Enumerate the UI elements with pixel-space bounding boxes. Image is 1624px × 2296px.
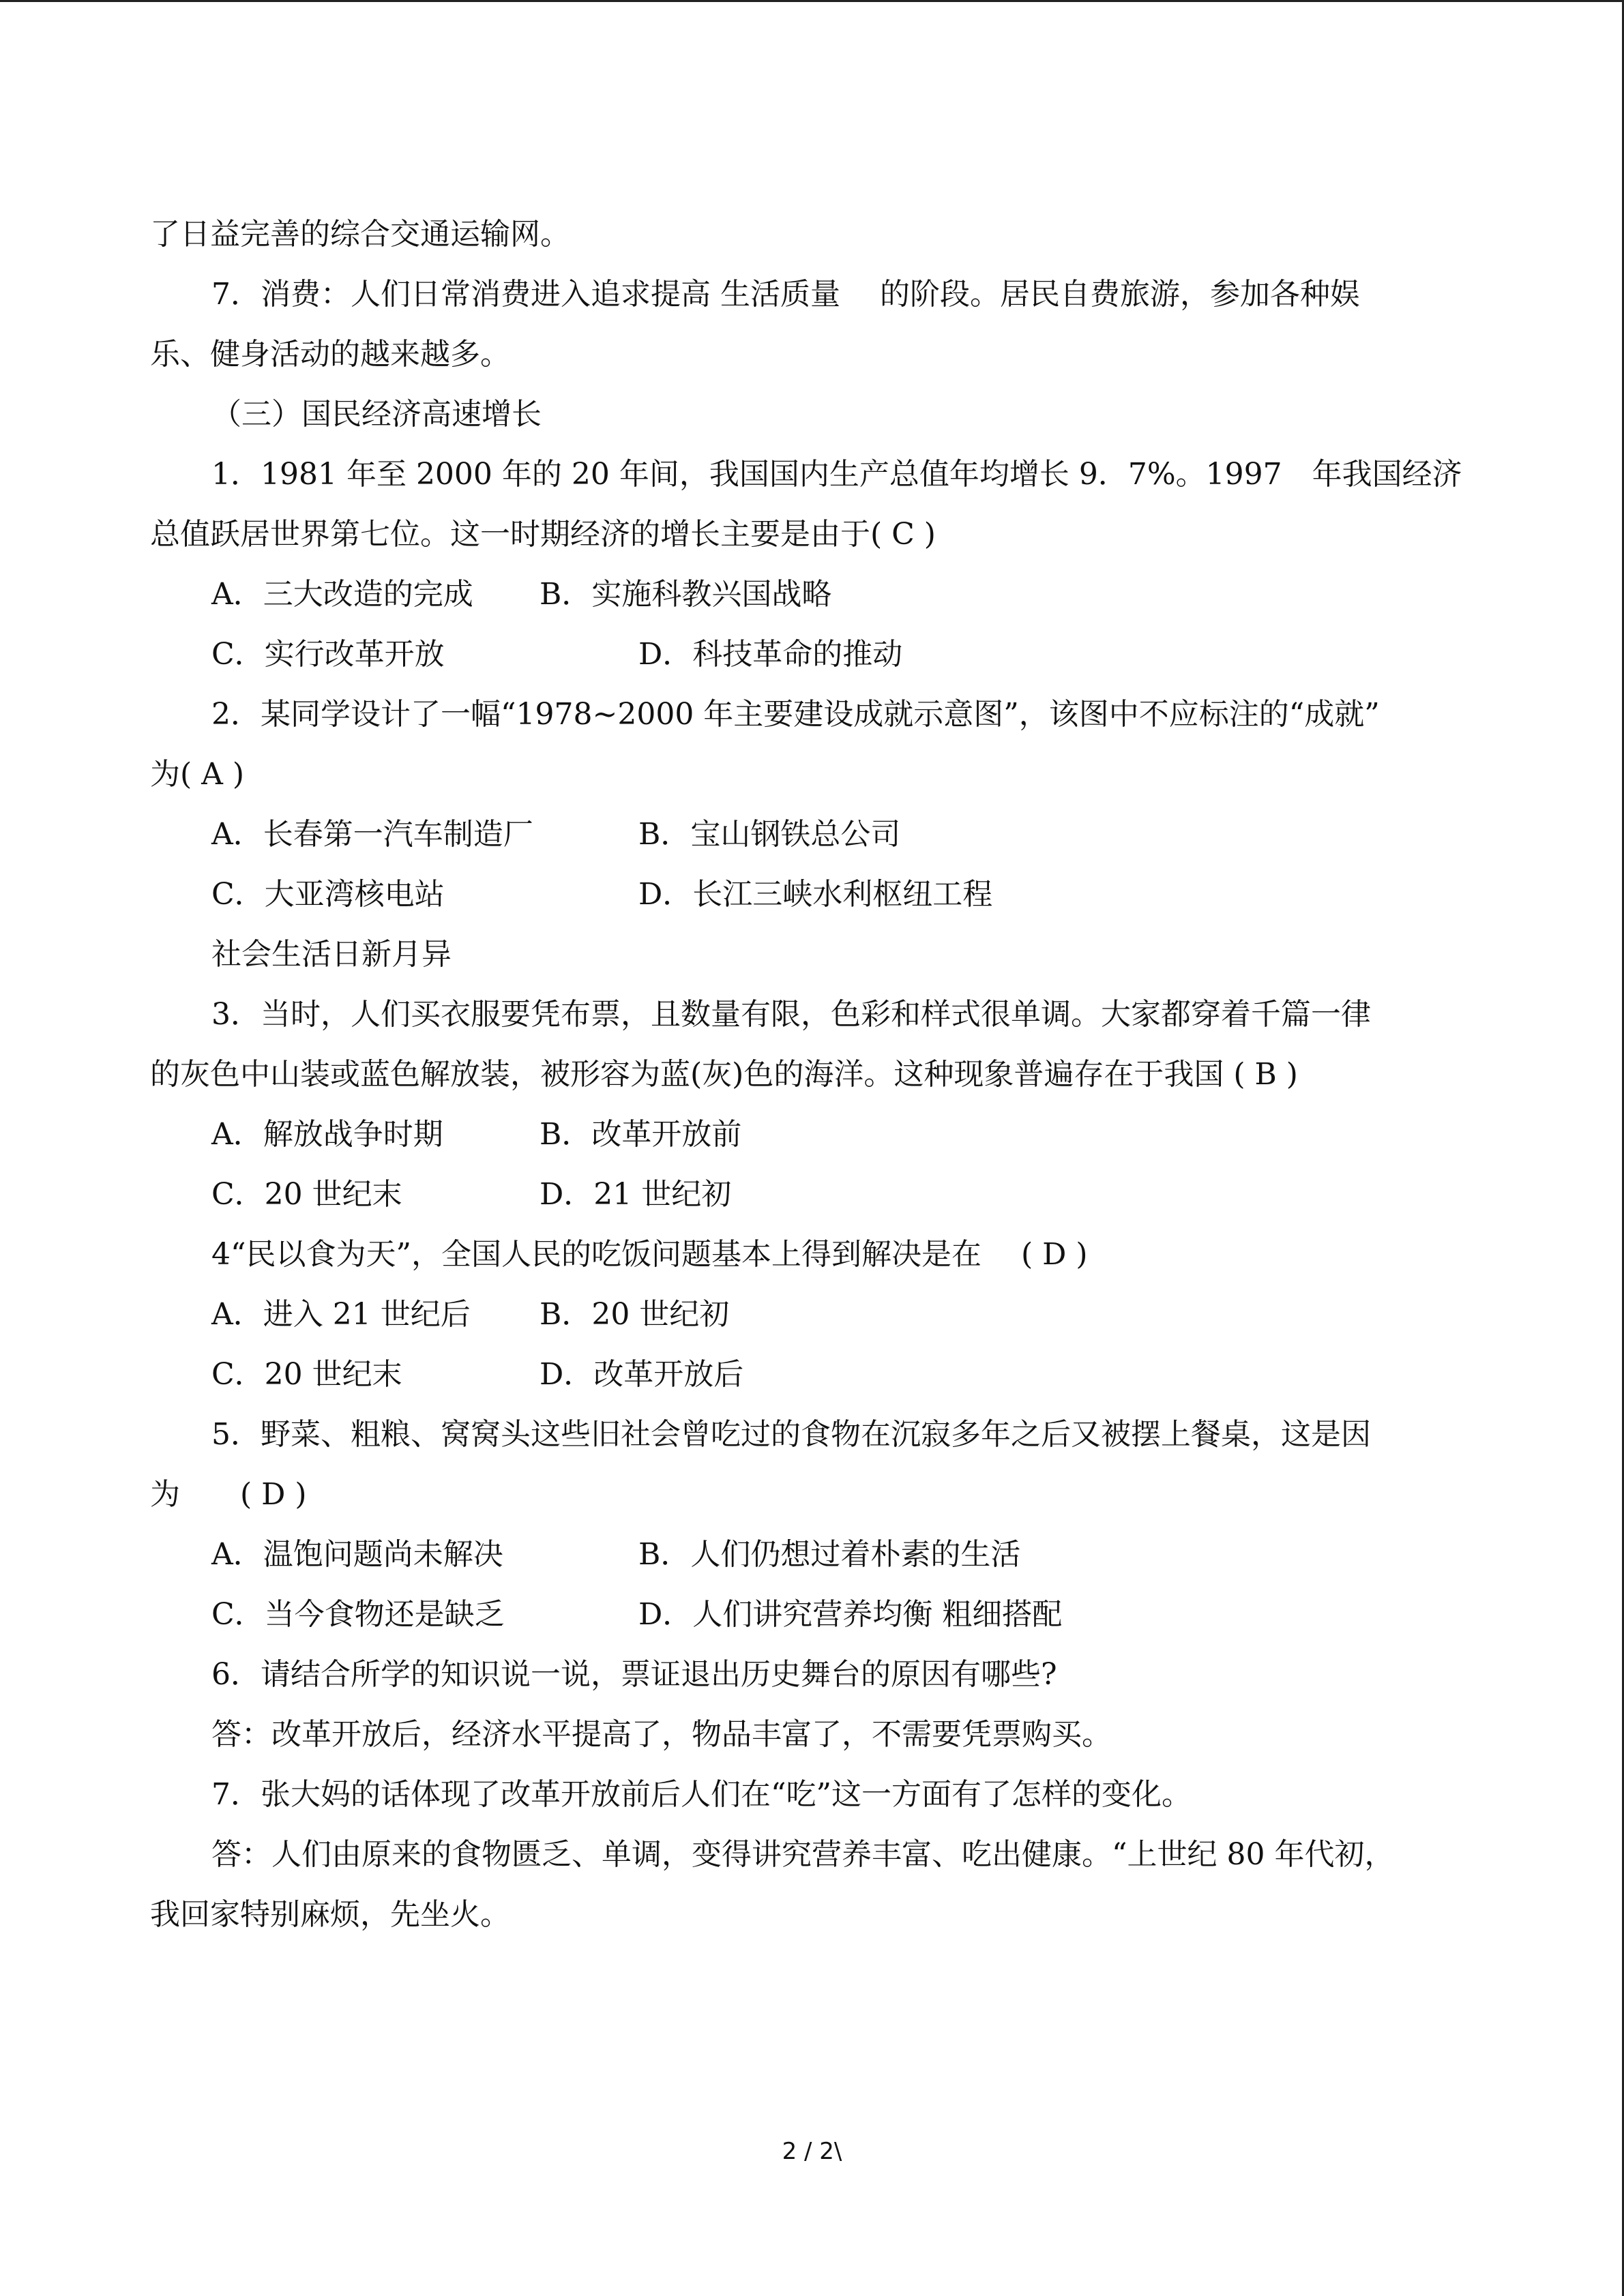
question-4-options-cd: [150, 1345, 1473, 1405]
text-line: 乐、健身活动的越来越多。: [150, 337, 510, 372]
option-a: A．解放战争时期: [211, 1117, 443, 1152]
question-2-text: 为( A ): [150, 757, 245, 792]
option-b: B．改革开放前: [540, 1117, 742, 1152]
answer-7-text: 我回家特别麻烦，先坐火。: [150, 1897, 510, 1932]
option-c: C．20 世纪末: [211, 1357, 402, 1392]
question-2-options-cd: [150, 865, 1473, 925]
question-5-options-cd: [150, 1585, 1473, 1645]
option-a: A．进入 21 世纪后: [211, 1297, 471, 1332]
option-c: C．实行改革开放: [211, 637, 445, 672]
question-3-options-cd: [150, 1165, 1473, 1225]
question-5-text: 5．野菜、粗粮、窝窝头这些旧社会曾吃过的食物在沉寂多年之后又被摆上餐桌，这是因: [211, 1417, 1371, 1452]
question-6-text: 6．请结合所学的知识说一说，票证退出历史舞台的原因有哪些?: [211, 1657, 1057, 1692]
option-c: C．当今食物还是缺乏: [211, 1597, 505, 1632]
question-7-text: 7．张大妈的话体现了改革开放前后人们在“吃”这一方面有了怎样的变化。: [211, 1777, 1192, 1812]
option-b: B．人们仍想过着朴素的生活: [638, 1537, 1021, 1572]
section-heading: （三）国民经济高速增长: [211, 397, 542, 432]
question-1-text: 总值跃居世界第七位。这一时期经济的增长主要是由于( C ): [150, 517, 936, 552]
question-1-options-ab: [150, 565, 1473, 625]
option-d: D．人们讲究营养均衡 粗细搭配: [638, 1597, 1063, 1632]
question-2-options-ab: [150, 805, 1473, 865]
question-5-options-ab: [150, 1525, 1473, 1585]
question-1-options-cd: [150, 625, 1473, 685]
document-body: [150, 205, 1473, 1945]
text-line: 7．消费：人们日常消费进入追求提高 生活质量 的阶段。居民自费旅游，参加各种娱: [211, 277, 1360, 312]
question-1-text: 1．1981 年至 2000 年的 20 年间，我国国内生产总值年均增长 9．7%。1997 年我国经济: [211, 457, 1462, 492]
top-border: [0, 0, 1624, 2]
option-d: D．改革开放后: [540, 1357, 744, 1392]
page-number: 2 / 2\: [782, 2138, 842, 2165]
section-heading: 社会生活日新月异: [211, 937, 452, 972]
option-d: D．科技革命的推动: [638, 637, 903, 672]
question-2-text: 2．某同学设计了一幅“1978~2000 年主要建设成就示意图”，该图中不应标注的“成就”: [211, 697, 1380, 732]
option-a: A．温饱问题尚未解决: [211, 1537, 503, 1572]
option-d: D．长江三峡水利枢纽工程: [638, 877, 993, 912]
question-4-options-ab: [150, 1285, 1473, 1345]
option-c: C．大亚湾核电站: [211, 877, 445, 912]
option-d: D．21 世纪初: [540, 1177, 732, 1212]
question-5-text: 为 ( D ): [150, 1477, 307, 1512]
question-3-options-ab: [150, 1105, 1473, 1165]
text-line: 了日益完善的综合交通运输网。: [150, 217, 570, 252]
option-c: C．20 世纪末: [211, 1177, 402, 1212]
question-3-text: 的灰色中山装或蓝色解放装，被形容为蓝(灰)色的海洋。这种现象普遍存在于我国 ( B ): [150, 1057, 1298, 1092]
option-a: A．长春第一汽车制造厂: [211, 817, 533, 852]
option-b: B．实施科教兴国战略: [540, 577, 832, 612]
answer-7-text: 答：人们由原来的食物匮乏、单调，变得讲究营养丰富、吃出健康。“上世纪 80 年代初，: [211, 1837, 1395, 1872]
option-b: B．20 世纪初: [540, 1297, 730, 1332]
option-b: B．宝山钢铁总公司: [638, 817, 901, 852]
option-a: A．三大改造的完成: [211, 577, 473, 612]
question-3-text: 3．当时，人们买衣服要凭布票，且数量有限，色彩和样式很单调。大家都穿着千篇一律: [211, 997, 1371, 1032]
question-4-text: 4“民以食为天”，全国人民的吃饭问题基本上得到解决是在 ( D ): [211, 1237, 1088, 1272]
answer-6-text: 答：改革开放后，经济水平提高了，物品丰富了，不需要凭票购买。: [211, 1717, 1112, 1752]
